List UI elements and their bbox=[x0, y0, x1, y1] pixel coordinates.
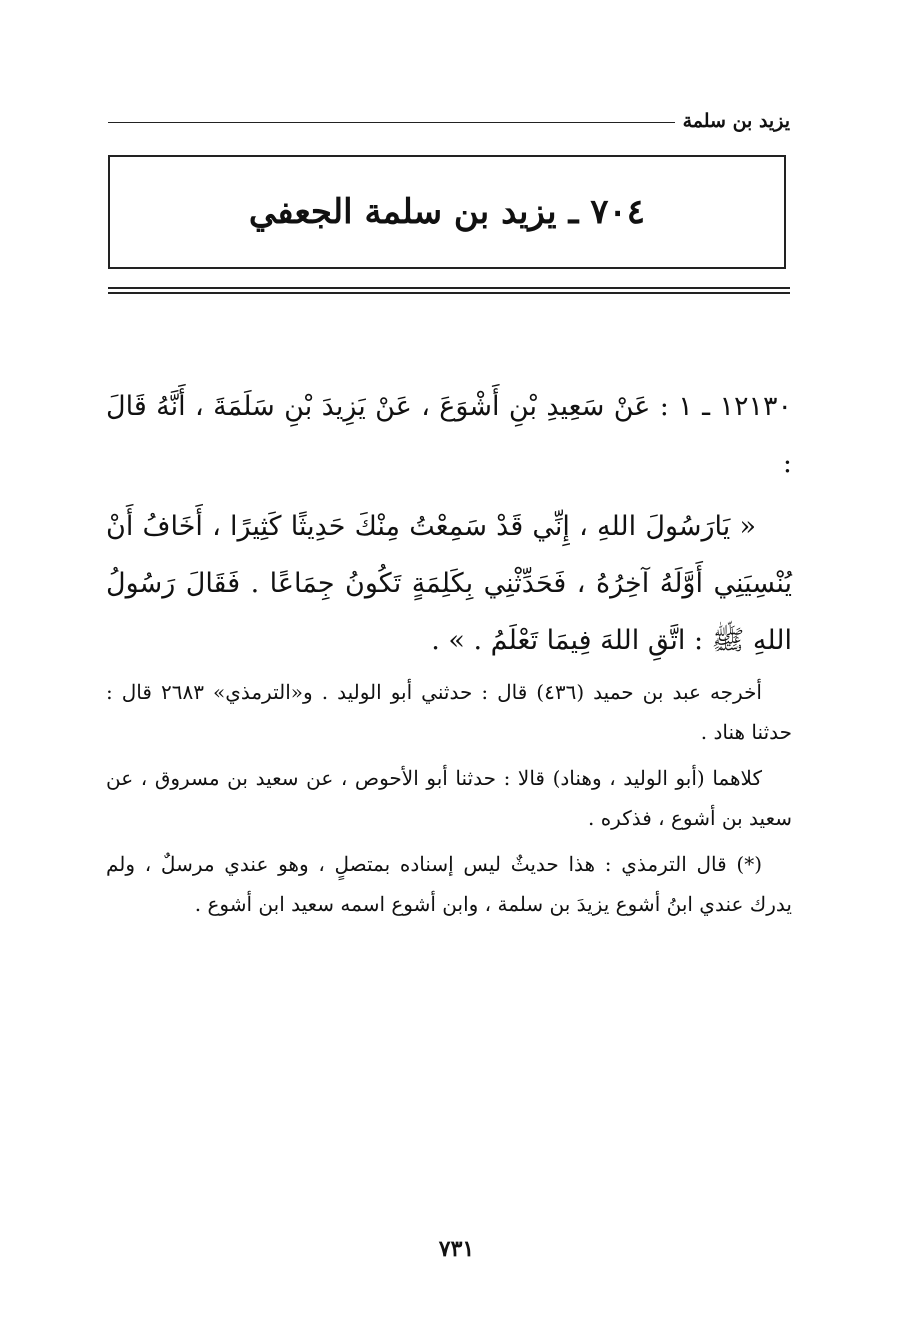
chapter-title-box bbox=[108, 155, 786, 269]
running-head bbox=[108, 106, 790, 136]
hadith-isnad: ١٢١٣٠ ـ ١ : عَنْ سَعِيدِ بْنِ أَشْوَعَ ، عَنْ يَزِيدَ بْنِ سَلَمَةَ ، أَنَّهُ قَالَ : bbox=[106, 391, 792, 479]
title-rule-upper bbox=[108, 287, 790, 289]
note-paragraph: أخرجه عبد بن حميد (٤٣٦) قال : حدثني أبو الوليد . و«الترمذي» ٢٦٨٣ قال : حدثنا هناد . bbox=[106, 680, 792, 744]
page-number: ٧٣١ bbox=[438, 1236, 475, 1262]
running-head-text: يزيد بن سلمة bbox=[682, 110, 790, 132]
takhrij-notes bbox=[106, 672, 792, 930]
hadith-text bbox=[106, 378, 792, 669]
chapter-title: ٧٠٤ ـ يزيد بن سلمة الجعفي bbox=[248, 192, 646, 232]
note-paragraph: (*) قال الترمذي : هذا حديثٌ ليس إسناده بمتصلٍ ، وهو عندي مرسلٌ ، ولم يدرك عندي ابنُ أشوع يزيدَ بن سلمة ، وابن أشوع اسمه سعيد ابن أشوع . bbox=[106, 852, 792, 916]
note-paragraph: كلاهما (أبو الوليد ، وهناد) قالا : حدثنا أبو الأحوص ، عن سعيد بن مسروق ، عن سعيد بن أشوع ، فذكره . bbox=[106, 766, 792, 830]
title-rule-lower bbox=[108, 292, 790, 294]
hadith-matn: « يَارَسُولَ اللهِ ، إِنِّي قَدْ سَمِعْتُ مِنْكَ حَدِيثًا كَثِيرًا ، أَخَافُ أَنْ يُنْسِيَنِي أَوَّلَهُ آخِرُهُ ، فَحَدِّثْنِي بِكَلِمَةٍ تَكُونُ جِمَاعًا . فَقَالَ رَسُولُ اللهِ ﷺ : اتَّقِ اللهَ فِيمَا تَعْلَمُ . » . bbox=[106, 511, 792, 656]
running-head-rule bbox=[108, 122, 675, 123]
